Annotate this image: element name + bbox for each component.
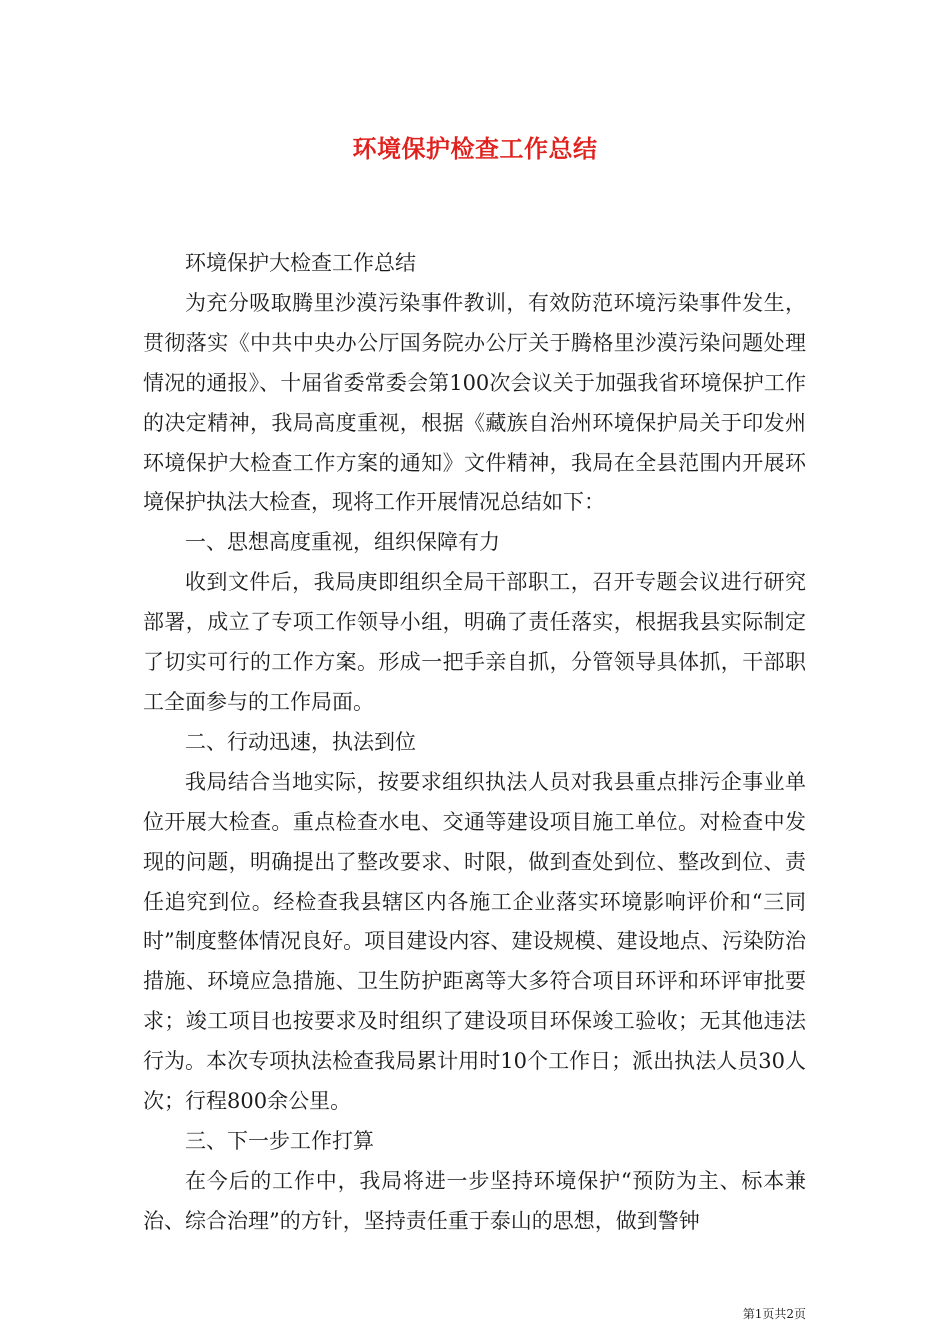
paragraph-subtitle: 环境保护大检查工作总结 (185, 251, 416, 275)
page-number-footer: 第1页共2页 (742, 1307, 806, 1321)
document-body (143, 244, 806, 1242)
section-heading-2: 二、行动迅速，执法到位 (185, 729, 416, 754)
paragraph-intro: 为充分吸取腾里沙漠污染事件教训，有效防范环境污染事件发生，贯彻落实《中共中央办公厅国务院办公厅关于腾格里沙漠污染问题处理情况的通报》、十届省委常委会第100次会议关于加强我省环境保护工作的决定精神，我局高度重视，根据《藏族自治州环境保护局关于印发州环境保护大检查工作方案的通知》文件精神，我局在全县范围内开展环境保护执法大检查，现将工作开展情况总结如下： (143, 290, 806, 515)
paragraph-section-1: 收到文件后，我局庚即组织全局干部职工，召开专题会议进行研究部署，成立了专项工作领导小组，明确了责任落实，根据我县实际制定了切实可行的工作方案。形成一把手亲自抓，分管领导具体抓，干部职工全面参与的工作局面。 (143, 570, 806, 714)
document-title: 环境保护检查工作总结 (352, 134, 598, 163)
section-heading-1: 一、思想高度重视，组织保障有力 (185, 530, 500, 555)
section-heading-3: 三、下一步工作打算 (185, 1128, 374, 1153)
paragraph-section-2: 我局结合当地实际，按要求组织执法人员对我县重点排污企事业单位开展大检查。重点检查水电、交通等建设项目施工单位。对检查中发现的问题，明确提出了整改要求、时限，做到查处到位、整改到位、责任追究到位。经检查我县辖区内各施工企业落实环境影响评价和“三同时”制度整体情况良好。项目建设内容、建设规模、建设地点、污染防治措施、环境应急措施、卫生防护距离等大多符合项目环评和环评审批要求；竣工项目也按要求及时组织了建设项目环保竣工验收；无其他违法行为。本次专项执法检查我局累计用时10个工作日；派出执法人员30人次；行程800余公里。 (143, 769, 806, 1114)
paragraph-section-3: 在今后的工作中，我局将进一步坚持环境保护“预防为主、标本兼治、综合治理”的方针，坚持责任重于泰山的思想，做到警钟 (143, 1168, 806, 1233)
